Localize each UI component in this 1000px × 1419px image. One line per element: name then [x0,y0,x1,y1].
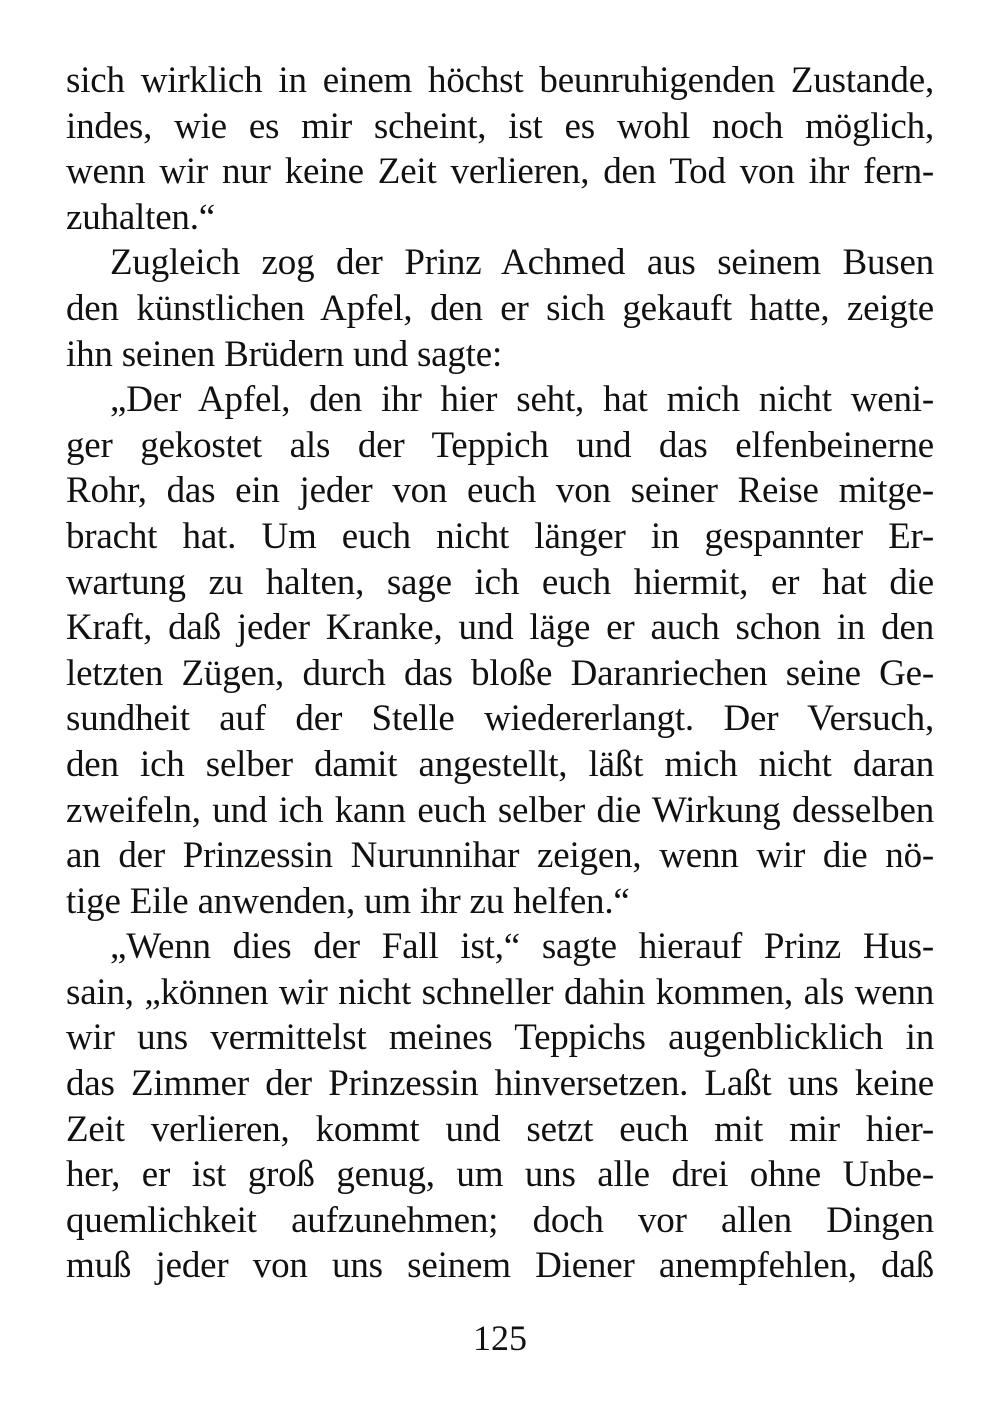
text-line: wenn wir nur keine Zeit verlieren, den Tod von ihr fern- [66,151,934,193]
text-line: indes, wie es mir scheint, ist es wohl noch möglich, [66,105,934,147]
text-line: her, er ist groß genug, um uns alle drei ohne Unbe- [66,1154,934,1196]
text-line: „Wenn dies der Fall ist,“ sagte hierauf Prinz Hus- [110,926,934,968]
text-line: ger gekostet als der Teppich und das elfenbeinerne [66,424,934,466]
text-line: Kraft, daß jeder Kranke, und läge er auch schon in den [66,607,934,649]
text-line: Zeit verlieren, kommt und setzt euch mit mir hier- [66,1108,934,1150]
text-line: Rohr, das ein jeder von euch von seiner Reise mitge- [66,470,934,512]
text-line: sain, „können wir nicht schneller dahin kommen, als wenn [66,971,934,1013]
text-line: sundheit auf der Stelle wiedererlangt. Der Versuch, [66,698,934,740]
text-line: letzten Zügen, durch das bloße Daranriechen seine Ge- [66,652,934,694]
text-line: quemlichkeit aufzunehmen; doch vor allen Dingen [66,1199,934,1241]
text-line: ihn seinen Brüdern und sagte: [66,333,503,375]
page-number: 125 [473,1318,527,1358]
text-line: das Zimmer der Prinzessin hinversetzen. Laßt uns keine [66,1063,934,1105]
text-line: Zugleich zog der Prinz Achmed aus seinem Busen [110,242,934,284]
book-page-text [66,58,934,1289]
text-line: zweifeln, und ich kann euch selber die Wirkung desselben [66,789,934,831]
text-line: muß jeder von uns seinem Diener anempfehlen, daß [66,1245,934,1287]
text-line: den künstlichen Apfel, den er sich gekauft hatte, zeigte [66,287,934,329]
text-line: „Der Apfel, den ihr hier seht, hat mich nicht weni- [110,379,934,421]
text-line: bracht hat. Um euch nicht länger in gespannter Er- [66,515,934,557]
text-line: wartung zu halten, sage ich euch hiermit, er hat die [66,561,934,603]
text-line: tige Eile anwenden, um ihr zu helfen.“ [66,880,630,922]
text-line: an der Prinzessin Nurunnihar zeigen, wenn wir die nö- [66,835,934,877]
text-line: sich wirklich in einem höchst beunruhigenden Zustande, [66,60,934,101]
text-line: wir uns vermittelst meines Teppichs augenblicklich in [66,1017,934,1059]
text-line: den ich selber damit angestellt, läßt mich nicht daran [66,743,934,785]
text-line: zuhalten.“ [66,196,215,238]
